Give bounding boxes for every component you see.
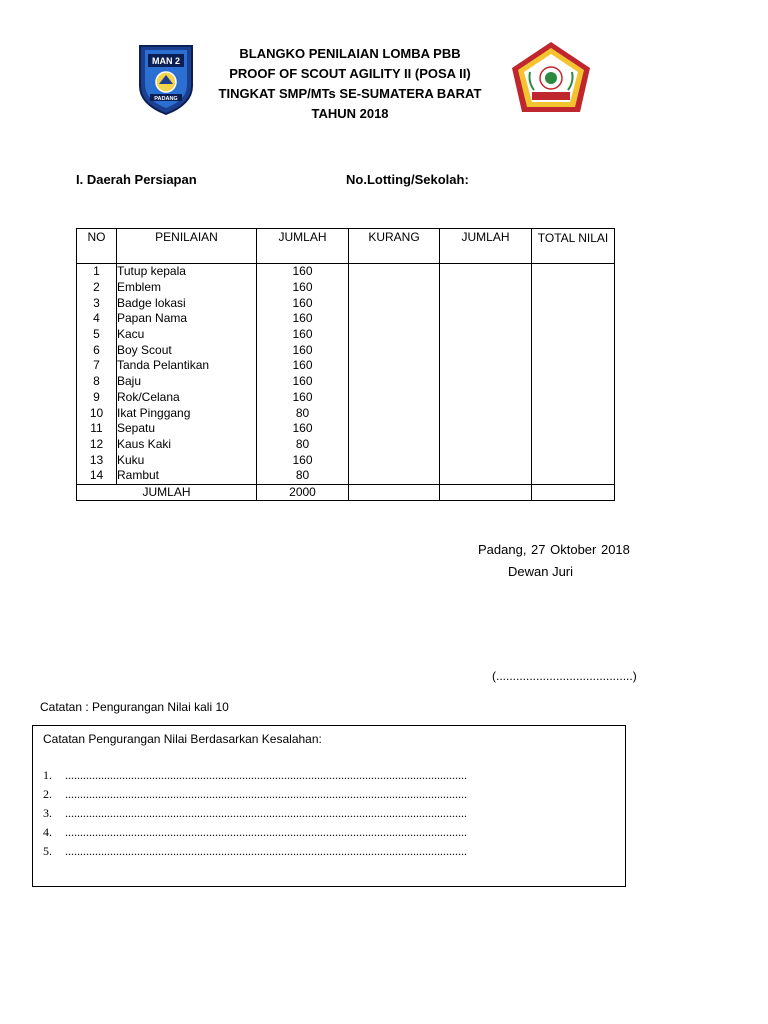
total-value: 2000 [257, 484, 349, 501]
row-kurang [349, 358, 440, 374]
deduction-list-item [43, 823, 467, 842]
row-no: 10 [77, 405, 117, 421]
deduction-item-number: 2. [43, 787, 52, 801]
header-no: NO [77, 229, 117, 264]
header-jumlah-2: JUMLAH [440, 229, 532, 264]
deduction-item-blank: ...................................................................................................................................... [65, 844, 467, 858]
row-jumlah: 160 [257, 280, 349, 296]
deduction-list-item [43, 804, 467, 823]
table-row [77, 390, 615, 406]
row-item: Kaus Kaki [117, 437, 257, 453]
signer-role: Dewan Juri [508, 564, 574, 579]
row-jumlah-2 [440, 468, 532, 484]
row-item: Rok/Celana [117, 390, 257, 406]
deduction-list [43, 766, 467, 861]
place-date: Padang, 27 Oktober 2018 [478, 542, 630, 557]
row-total-nilai [532, 311, 615, 327]
table-row [77, 421, 615, 437]
row-item: Baju [117, 374, 257, 390]
table-row [77, 452, 615, 468]
row-kurang [349, 280, 440, 296]
table-row [77, 327, 615, 343]
row-total-nilai [532, 405, 615, 421]
row-kurang [349, 452, 440, 468]
row-total-nilai [532, 390, 615, 406]
row-jumlah-2 [440, 264, 532, 280]
row-total-nilai [532, 452, 615, 468]
table-row [77, 295, 615, 311]
table-row [77, 437, 615, 453]
row-item: Papan Nama [117, 311, 257, 327]
man2-padang-logo [136, 42, 196, 116]
header-kurang: KURANG [349, 229, 440, 264]
row-jumlah-2 [440, 295, 532, 311]
row-kurang [349, 327, 440, 343]
row-jumlah: 160 [257, 421, 349, 437]
row-jumlah: 160 [257, 295, 349, 311]
row-jumlah: 160 [257, 358, 349, 374]
row-total-nilai [532, 374, 615, 390]
table-row [77, 405, 615, 421]
row-item: Boy Scout [117, 342, 257, 358]
row-jumlah-2 [440, 280, 532, 296]
row-kurang [349, 374, 440, 390]
row-jumlah: 80 [257, 468, 349, 484]
total-nilai [532, 484, 615, 501]
row-jumlah-2 [440, 358, 532, 374]
deduction-item-blank: ...................................................................................................................................... [65, 768, 467, 782]
row-item: Rambut [117, 468, 257, 484]
row-no: 9 [77, 390, 117, 406]
total-jumlah-2 [440, 484, 532, 501]
row-no: 7 [77, 358, 117, 374]
row-no: 12 [77, 437, 117, 453]
row-kurang [349, 468, 440, 484]
row-no: 6 [77, 342, 117, 358]
deduction-box-title: Catatan Pengurangan Nilai Berdasarkan Kesalahan: [43, 732, 322, 746]
row-item: Tanda Pelantikan [117, 358, 257, 374]
deduction-list-item [43, 842, 467, 861]
row-jumlah-2 [440, 452, 532, 468]
row-item: Sepatu [117, 421, 257, 437]
deduction-item-blank: ...................................................................................................................................... [65, 787, 467, 801]
deduction-item-blank: ...................................................................................................................................... [65, 825, 467, 839]
row-jumlah-2 [440, 342, 532, 358]
deduction-item-number: 4. [43, 825, 52, 839]
row-total-nilai [532, 327, 615, 343]
row-total-nilai [532, 437, 615, 453]
header-year: TAHUN 2018 [311, 106, 389, 121]
row-total-nilai [532, 468, 615, 484]
header-subtitle: PROOF OF SCOUT AGILITY II (POSA II) [229, 66, 471, 81]
row-total-nilai [532, 421, 615, 437]
row-no: 11 [77, 421, 117, 437]
table-row [77, 468, 615, 484]
signature-name-line: (.........................................) [492, 669, 637, 683]
emblem-icon [510, 40, 592, 116]
deduction-item-blank: ...................................................................................................................................... [65, 806, 467, 820]
row-item: Tutup kepala [117, 264, 257, 280]
row-no: 5 [77, 327, 117, 343]
row-no: 14 [77, 468, 117, 484]
deduction-list-item [43, 766, 467, 785]
table-row [77, 358, 615, 374]
row-no: 13 [77, 452, 117, 468]
row-jumlah: 160 [257, 264, 349, 280]
table-row [77, 342, 615, 358]
deduction-note: Catatan : Pengurangan Nilai kali 10 [40, 700, 229, 714]
row-total-nilai [532, 280, 615, 296]
row-kurang [349, 342, 440, 358]
pentagon-emblem-logo [510, 40, 592, 116]
logo-left-bottom: PADANG [154, 96, 178, 102]
row-jumlah: 160 [257, 342, 349, 358]
row-jumlah-2 [440, 405, 532, 421]
header-title: BLANGKO PENILAIAN LOMBA PBB [239, 46, 461, 61]
row-jumlah-2 [440, 437, 532, 453]
table-row [77, 311, 615, 327]
header-penilaian: PENILAIAN [117, 229, 257, 264]
row-item: Emblem [117, 280, 257, 296]
row-jumlah: 160 [257, 327, 349, 343]
deduction-item-number: 3. [43, 806, 52, 820]
header-jumlah: JUMLAH [257, 229, 349, 264]
row-total-nilai [532, 358, 615, 374]
logo-left-title: MAN 2 [151, 56, 181, 66]
row-jumlah-2 [440, 311, 532, 327]
row-kurang [349, 421, 440, 437]
row-kurang [349, 264, 440, 280]
header-total-nilai: TOTAL NILAI [532, 229, 615, 264]
total-row [77, 484, 615, 501]
deduction-item-number: 1. [43, 768, 52, 782]
row-jumlah: 160 [257, 374, 349, 390]
row-jumlah: 160 [257, 311, 349, 327]
total-label: JUMLAH [77, 484, 257, 501]
row-kurang [349, 390, 440, 406]
row-jumlah-2 [440, 374, 532, 390]
row-item: Kuku [117, 452, 257, 468]
row-jumlah: 160 [257, 390, 349, 406]
row-no: 2 [77, 280, 117, 296]
row-jumlah: 160 [257, 452, 349, 468]
score-table [76, 228, 615, 501]
row-no: 1 [77, 264, 117, 280]
deduction-notes-box [32, 725, 626, 887]
deduction-item-number: 5. [43, 844, 52, 858]
total-kurang [349, 484, 440, 501]
row-kurang [349, 437, 440, 453]
row-no: 8 [77, 374, 117, 390]
lotting-school-label: No.Lotting/Sekolah: [346, 172, 469, 187]
row-jumlah-2 [440, 390, 532, 406]
table-row [77, 280, 615, 296]
table-row [77, 374, 615, 390]
table-header-row [77, 229, 615, 264]
row-no: 3 [77, 295, 117, 311]
deduction-list-item [43, 785, 467, 804]
row-item: Kacu [117, 327, 257, 343]
document-header [200, 44, 500, 124]
row-kurang [349, 295, 440, 311]
row-kurang [349, 311, 440, 327]
header-level: TINGKAT SMP/MTs SE-SUMATERA BARAT [218, 86, 482, 101]
row-no: 4 [77, 311, 117, 327]
row-item: Badge lokasi [117, 295, 257, 311]
row-kurang [349, 405, 440, 421]
section-daerah-persiapan: I. Daerah Persiapan [76, 172, 197, 187]
row-jumlah: 80 [257, 437, 349, 453]
row-jumlah: 80 [257, 405, 349, 421]
row-total-nilai [532, 264, 615, 280]
row-jumlah-2 [440, 327, 532, 343]
table-row [77, 264, 615, 280]
row-total-nilai [532, 342, 615, 358]
row-jumlah-2 [440, 421, 532, 437]
row-total-nilai [532, 295, 615, 311]
row-item: Ikat Pinggang [117, 405, 257, 421]
school-shield-icon [136, 42, 196, 116]
